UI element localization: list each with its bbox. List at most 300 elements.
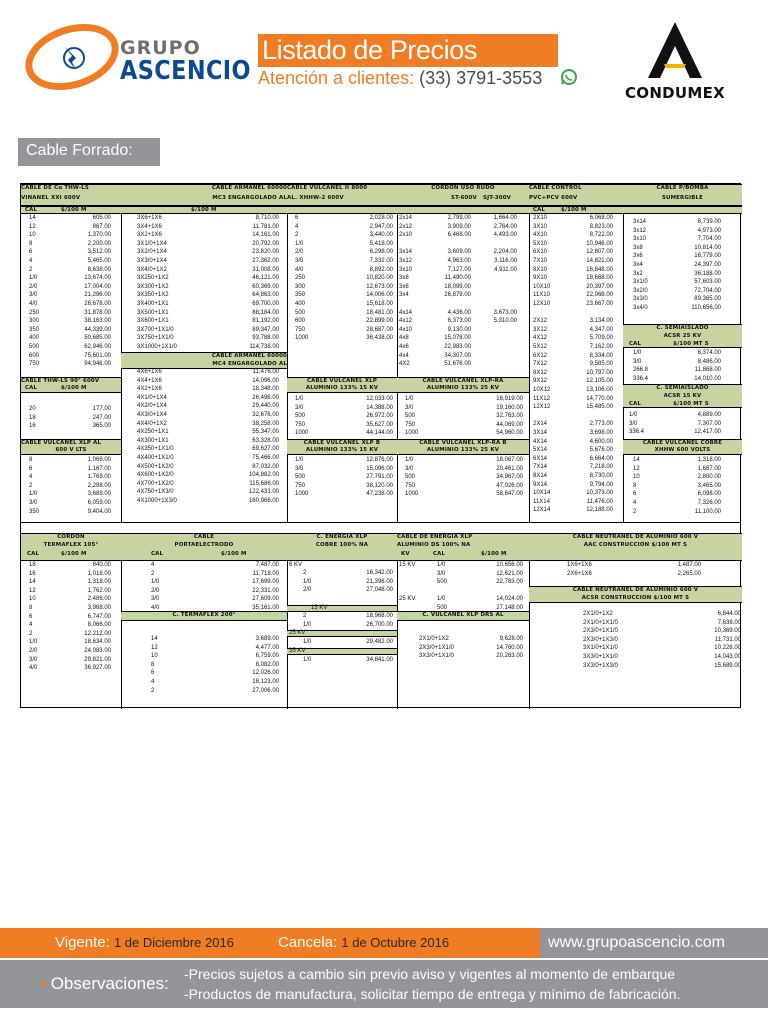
b5-row2-cal: 3X3/0+1X1/0: [583, 654, 618, 660]
col1-row-cal: 8: [29, 240, 33, 247]
b4-row3-price: 20,263.00: [496, 653, 523, 660]
col1-subtitle3: 600 V LTS: [55, 447, 87, 453]
col2-row-cal: 3X3/0+1X4: [137, 258, 167, 264]
b1-row-price: 1,762.00: [87, 587, 111, 594]
col2-row2-price: 14,096.00: [252, 377, 279, 384]
b1-row-cal: 4: [29, 622, 33, 629]
col2-row-price: 69,700.00: [252, 301, 279, 307]
b1-row-price: 18,634.00: [84, 639, 111, 646]
col6-row4-cal: 8: [633, 482, 637, 489]
col5-row-cal: 5X14: [533, 447, 548, 454]
col2-row2-price: 18,348.00: [252, 386, 279, 393]
col4-row-cal: 4x14: [399, 309, 413, 316]
col5-row-cal: 7X14: [533, 464, 548, 471]
b2-row2-price: 6,759.00: [255, 653, 279, 660]
col5-row-price: 8,823.00: [589, 223, 613, 230]
col1-row-cal: 600: [29, 352, 40, 359]
b5-row2-price: 11,731.00: [714, 636, 741, 643]
col1-row-cal: 12: [29, 223, 36, 230]
website-link[interactable]: www.grupoascencio.com: [548, 934, 725, 951]
col6-row-cal: 3x6: [633, 253, 643, 260]
col3-row2-price: 14,388.00: [366, 404, 393, 411]
col4-row-cal: 3x12: [399, 258, 413, 264]
col4-row2-price: 16,919.00: [496, 396, 523, 402]
col4-row-price: 11,490.00: [444, 275, 471, 282]
col5-row-price: 22,068.00: [586, 292, 613, 299]
col2-row-price: 31,008.00: [252, 266, 279, 273]
col6-subtitle3: ACSR 15 KV: [663, 393, 702, 399]
b3-row-cal: 2: [303, 570, 307, 576]
b2-subtitle: PORTAELECTRODO: [174, 542, 234, 548]
col6-row-cal: 3x14: [633, 219, 647, 225]
cancela-label-text: Cancela:: [278, 934, 338, 951]
b4-cal: CAL: [433, 551, 446, 557]
col6-row3-price: 4,889.00: [697, 412, 721, 418]
b5-row2-price: 6,844.00: [717, 611, 741, 617]
col2-row-cal: 3X750+1X1/0: [137, 335, 174, 342]
col3-row2-cal: 3/0: [295, 404, 304, 411]
col6-row-price: 7,704.00: [697, 236, 721, 243]
col4-row2-price: 19,160.00: [496, 404, 523, 411]
b2-row-cal: 2: [151, 570, 155, 577]
col5-row-cal: 10X14: [533, 490, 551, 497]
brand-line1: GRUPO: [120, 37, 201, 59]
col6-row3-cal: 336.4: [629, 429, 645, 436]
col3-row-cal: 250: [295, 275, 306, 282]
b2-row2-cal: 6: [151, 670, 155, 677]
col1-row-price: 867.00: [92, 223, 111, 230]
b3-row-price: 21,396.00: [366, 578, 393, 585]
col3-row3-price: 15,096.00: [366, 465, 393, 472]
col5-row-cal: 8X14: [533, 473, 548, 479]
col4-row-price: 34,307.00: [444, 352, 471, 359]
col5-row-price: 5,676.00: [589, 447, 613, 454]
col1-subtitle: VINANEL XXI 600V: [21, 195, 81, 201]
col5-row-cal: 7X12: [533, 361, 548, 368]
col3-row3-cal: 750: [295, 482, 306, 489]
b3-row-cal: 2/0: [303, 587, 312, 594]
col2-row2-price: 29,440.00: [252, 403, 279, 410]
b3-row3-price: 29,482.00: [366, 639, 393, 645]
b3-row-price: 16,342.00: [366, 570, 393, 576]
col3-row3-price: 27,791.00: [366, 474, 393, 481]
b1-row-cal: 4/0: [29, 665, 38, 672]
b5-row2-price: 10,228.00: [714, 645, 741, 652]
b1-row-cal: 2/0: [29, 648, 38, 654]
col6-title4: CABLE VULCANEL COBRE: [642, 440, 723, 446]
col3-row-price: 2,028.00: [369, 215, 393, 221]
col6-row-price: 10,814.00: [694, 244, 721, 251]
col1-row3-price: 9,404.00: [87, 508, 111, 515]
b5-row2-cal: 3X1/0+1X1/0: [583, 645, 618, 652]
vigente-label: [55, 934, 234, 951]
col3-row-price: 3,440.00: [369, 232, 393, 239]
b2-row2-price: 27,006.00: [252, 687, 279, 694]
b2-title2: C. TERMAFLEX 200°: [172, 612, 236, 618]
col1-row3-price: 1,066.00: [87, 457, 111, 463]
col1-row-price: 44,339.00: [84, 326, 111, 333]
col3-row3-cal: 1000: [295, 491, 309, 498]
col6-row2-price: 8,486.00: [697, 358, 721, 365]
col3-row-price: 5,418.00: [369, 240, 393, 247]
col5-row-cal: 7X10: [533, 258, 548, 264]
subtitle: [258, 68, 542, 89]
b2-cal: CAL: [151, 551, 164, 557]
b2-row-cal: 1/0: [151, 579, 160, 586]
b5-title: CABLE NEUTRANEL DE ALUMINIO 600 V: [572, 534, 699, 540]
col3-calband: [287, 206, 397, 214]
b5-row2-price: 10,369.00: [714, 628, 741, 635]
col2-row-price: 20,792.00: [252, 240, 279, 247]
col3-row-cal: 4: [295, 223, 299, 230]
col5-row-cal: 11X12: [533, 395, 550, 402]
b4-row3-price: 14,760.00: [496, 644, 523, 651]
col2-row2-cal: 4X250+1X1: [137, 429, 169, 436]
col2-row2-price: 104,882.00: [248, 472, 279, 479]
col1-row3-cal: 8: [29, 457, 33, 463]
col3-row-price: 36,438.00: [366, 335, 393, 342]
col5-price-header: $/100 M: [561, 207, 587, 213]
vigente-date: 1 de Diciembre 2016: [113, 935, 234, 950]
col4-row3-price: 20,461.00: [496, 465, 523, 472]
b4-row-price: 12,621.00: [496, 570, 523, 577]
col6-row2-cal: 3/0: [633, 358, 642, 365]
col4-subtitle2: ALUMINIO 133% 25 KV: [426, 385, 500, 391]
col2-row2-cal: 4X700+1X2/0: [137, 480, 174, 487]
col5-row-cal: 12X10: [533, 301, 551, 307]
col1-row-cal: 400: [29, 335, 40, 342]
col1-row2-price: 365.00: [92, 423, 111, 430]
col4-calband: [397, 206, 529, 214]
b5-row2-price: 14,043.00: [714, 654, 741, 660]
b2-row-price: 22,331.00: [252, 587, 279, 594]
col4-row2-price: 54,960.00: [496, 430, 523, 437]
col3-row3-price: 12,876.00: [366, 457, 393, 463]
col6-row2-cal: 266.8: [633, 367, 649, 374]
col3-row-cal: 400: [295, 301, 306, 307]
col1-row-cal: 350: [29, 326, 40, 333]
b4-row-cal: 500: [437, 579, 448, 586]
section-label: [18, 138, 160, 166]
col6-row4-cal: 10: [633, 474, 640, 481]
b1-row-price: 1,318.00: [87, 579, 111, 586]
b4-row-price: 22,783.00: [496, 579, 523, 586]
observaciones-text: Observaciones:: [50, 974, 169, 993]
col1-row-cal: 300: [29, 318, 40, 325]
col2-row2-cal: 4X3/0+1X4: [137, 412, 167, 418]
b2-row2-price: 4,477.00: [255, 644, 279, 651]
col3-title2: CABLE VULCANEL XLP: [307, 378, 377, 384]
col1-row-price: 62,946.00: [84, 344, 111, 350]
b1-row-cal: 3/0: [29, 656, 38, 663]
col4-row-price: 3,909.00: [447, 223, 471, 230]
col2-row2-cal: 4X4/0+1X2: [137, 420, 167, 427]
col4-row-price2: 4,911.00: [494, 266, 517, 273]
col4-row-price: 2,799.00: [447, 215, 471, 221]
col4-row-price2: 2,764.00: [493, 223, 517, 230]
col2-row-cal: 3X700+1X1/0: [137, 326, 174, 333]
b3-row3-cal: 1/0: [303, 639, 312, 645]
col4-row-price: 15,078.00: [444, 335, 471, 342]
b5-row-price: 2,265.00: [677, 570, 701, 577]
col2-row-cal: 3X600+1X1: [137, 318, 169, 325]
section-title: Cable Forrado:: [26, 142, 133, 159]
cancela-label: [278, 934, 449, 951]
col5-row-cal: 6X12: [533, 352, 548, 359]
column-divider: [287, 184, 288, 522]
col5-row-cal: 2X12: [533, 318, 548, 325]
col3-row-price: 28,687.00: [366, 326, 393, 333]
b5-row-price: 1,487.00: [677, 562, 701, 568]
b3-title: C. ENERGIA XLP: [316, 534, 368, 540]
col4-title: CORDON USO RUDO: [431, 185, 495, 191]
col3-row-cal: 3/0: [295, 258, 304, 264]
b2-row-price: 27,609.00: [252, 596, 279, 603]
col6-row-cal: 3x10: [633, 236, 647, 243]
col3-row2-cal: 750: [295, 421, 306, 428]
col6-row-cal: 3x12: [633, 227, 647, 234]
col6-row4-price: 11,100.00: [694, 508, 721, 515]
col5-row-cal: 4X14: [533, 438, 548, 445]
b4-price: $/100 M: [481, 551, 507, 557]
col4-row2-cal: 750: [405, 421, 416, 428]
col1-row-cal: 2/0: [29, 283, 38, 290]
condumex-triangle-icon: [610, 18, 740, 82]
b1-row-price: 24,083.00: [84, 648, 111, 654]
b2-row-price: 35,161.00: [252, 605, 279, 611]
col6-row4-cal: 4: [633, 500, 637, 506]
col4-row2-cal: 500: [405, 413, 416, 420]
col5-row-cal: 9X14: [533, 481, 548, 488]
col2-row-price: 64,863.00: [252, 292, 279, 299]
col5-row-cal: 6X10: [533, 249, 548, 256]
col1-row-cal: 4: [29, 258, 33, 264]
col3-row-price: 18,481.00: [366, 309, 393, 316]
col6-calband: [623, 206, 742, 214]
col6-title3: C. SEMIAISLADO: [656, 385, 709, 391]
col5-row-price: 12,188.00: [586, 507, 613, 514]
col5-row-price: 6,068.00: [589, 215, 613, 221]
b5-row2-price: 15,689.00: [714, 662, 741, 669]
col6-row-cal: 3x8: [633, 244, 643, 251]
b4-row2-cal: 1/0: [437, 596, 446, 602]
col4-row-cal: 4x12: [399, 318, 413, 325]
b5-subtitle: AAC CONSTRUCCION $/100 MT S: [583, 542, 688, 548]
plug-icon: [58, 40, 88, 76]
col3-subtitle2: ALUMINIO 133% 15 KV: [305, 385, 379, 391]
b4-row3-cal: 3X3/0+1X1/0: [419, 653, 454, 660]
b2-row2-price: 18,123.00: [252, 679, 279, 685]
col3-row-cal: 350: [295, 292, 306, 299]
col6-row4-cal: 6: [633, 491, 637, 498]
col2-row2-price: 11,476.00: [252, 369, 279, 375]
header: [0, 0, 768, 115]
col1-title: CABLE DE Cu THW-LS: [21, 185, 89, 191]
col4-row-price2: 2,204.00: [493, 249, 517, 256]
col3-row-price: 6,298.00: [369, 249, 393, 256]
col2-row-price: 27,362.00: [252, 258, 279, 264]
col4-row-price2: 3,116.00: [494, 258, 517, 264]
col5-row-price: 16,848.00: [586, 266, 613, 273]
b4-title: CABLE DE ENERGIA XLP: [397, 534, 473, 540]
col2-row2-price: 87,032.00: [252, 463, 279, 470]
price-table: [20, 183, 741, 708]
col6-row-price: 16,779.00: [694, 253, 721, 260]
col6-row3-cal: 3/0: [629, 420, 638, 427]
col3-row2-price: 12,033.00: [366, 396, 393, 402]
col4-row-price: 26,879.00: [444, 292, 471, 299]
b5-row2-cal: 2X3/0+1X1/0: [583, 628, 618, 635]
col6-row4-price: 3,465.00: [697, 482, 721, 489]
col5-row-cal: 11X10: [533, 292, 550, 299]
footer-notes: [0, 960, 768, 1008]
col2-title2: CABLE ARMANEL 60000: [211, 353, 287, 359]
b5-row2-cal: 2X1/0+1X2: [583, 611, 613, 617]
col6-price: $/100 MT S: [673, 341, 709, 347]
col6-row-price: 72,704.00: [694, 287, 721, 294]
col5-row-price: 11,476.00: [586, 498, 613, 505]
col5-row-cal: 12X14: [533, 507, 551, 514]
col4-row-price: 18,099.00: [444, 283, 471, 290]
col5-row-price: 14,821.00: [586, 258, 613, 264]
col1-price-header: $/100 M: [61, 207, 87, 213]
col5-row-price: 4,347.00: [589, 326, 613, 333]
b1-title: CORDON: [57, 534, 85, 540]
col5-row-cal: 5X10: [533, 240, 548, 247]
col6-row-price: 57,603.00: [694, 279, 721, 286]
col1-row3-price: 1,769.00: [87, 474, 111, 481]
col5-row-cal: 3X12: [533, 326, 548, 333]
col2-row2-price: 32,676.00: [252, 412, 279, 418]
col5-row-price: 10,946.00: [586, 240, 613, 247]
col1-row3-cal: 6: [29, 465, 33, 472]
col1-row2-cal: 16: [29, 423, 36, 430]
b1-row-cal: 2: [29, 630, 33, 637]
col2-row-cal: 3X250+1X2: [137, 275, 169, 282]
col1-row2-price: 177.00: [92, 406, 111, 412]
condumex-wordmark: CONDUMEX: [624, 84, 726, 102]
col5-row-price: 6,664.00: [589, 455, 613, 462]
col3-subtitle: AL. XHHW-2 600V: [287, 195, 344, 201]
col1-cal2: CAL: [25, 385, 38, 391]
col6-row-cal: 3x4/0: [633, 305, 648, 311]
col4-row-price2: 5,310.00: [493, 318, 517, 325]
col6-row-price: 24,397.00: [694, 262, 721, 268]
col2-row2-cal: 4X300+1X1: [137, 437, 169, 444]
b2-row-cal: 4: [151, 562, 155, 568]
note-1: -Precios sujetos a cambio sin previo aviso y vigentes al momento de embarque: [184, 966, 676, 982]
col4-row3-price: 58,647.00: [496, 491, 523, 498]
col2-subtitle2: MC4 ENGARGOLADO AL: [212, 361, 287, 367]
vigente-label-text: Vigente:: [55, 934, 110, 951]
col6-row3-cal: 1/0: [629, 412, 638, 418]
col5-row-price: 23,667.00: [586, 301, 613, 307]
col5-row-price: 2,773.00: [589, 421, 613, 428]
col3-row-cal: 600: [295, 318, 306, 325]
col3-title3: CABLE VULCANEL XLP B: [303, 440, 381, 446]
col1-row-price: 13,674.00: [84, 275, 111, 282]
col4-subtitle3: ALUMINIO 133% 25 KV: [426, 447, 500, 453]
b5-row-cal: 1X6+1X6: [567, 562, 592, 568]
col3-row2-price: 35,627.00: [366, 421, 393, 428]
col4-row-cal: 4x10: [399, 326, 413, 333]
col4-row3-cal: 1/0: [405, 457, 414, 463]
col3-row-price: 7,332.00: [369, 258, 393, 264]
b1-row-cal: 14: [29, 579, 36, 586]
col1-row3-price: 3,689.00: [87, 491, 111, 498]
col5-row-price: 15,485.00: [586, 404, 613, 411]
col4-row-price: 4,436.00: [447, 309, 471, 316]
col6-row3-price: 7,307.00: [697, 420, 721, 427]
col4-row-price2: 4,493.00: [493, 232, 517, 239]
col3-row3-cal: 500: [295, 474, 306, 481]
col3-row-cal: 750: [295, 326, 306, 333]
col4-row-cal: 4x8: [399, 335, 409, 342]
page-title: Listado de Precios: [262, 35, 477, 65]
col1-row3-price: 2,298.00: [87, 482, 111, 489]
col5-row-cal: 2X10: [533, 215, 548, 221]
col3-row2-cal: 1000: [295, 430, 309, 437]
col5-row-price: 12,807.00: [586, 249, 613, 256]
col6-row-price: 36,188.00: [694, 270, 721, 277]
col3-row-cal: 2/0: [295, 249, 304, 256]
b1-price: $/100 M: [61, 551, 87, 557]
col5-title: CABLE CONTROL: [529, 185, 582, 191]
col1-row-price: 1,370.00: [87, 232, 111, 239]
col6-subtitle: SUMERGIBLE: [661, 195, 704, 201]
col2-row2-cal: 4X600+1X2/0: [137, 472, 174, 479]
col3-row-cal: 300: [295, 283, 306, 290]
col1-row-cal: 4/0: [29, 301, 38, 307]
col2-row-cal: 3X2+1X6: [137, 232, 162, 239]
col5-row-cal: 4X10: [533, 232, 548, 239]
brand-line2: ASCENCIO: [120, 56, 251, 86]
col6-row4-price: 1,318.00: [697, 457, 721, 463]
col4-row3-cal: 750: [405, 482, 416, 489]
col6-row2-cal: 336.4: [633, 375, 649, 382]
b1-row-cal: 8: [29, 605, 33, 611]
col5-row-cal: 6X14: [533, 455, 548, 462]
col6-row4-cal: 12: [633, 465, 640, 472]
col4-row-cal: 3x6: [399, 283, 409, 290]
phone-number: (33) 3791-3553: [419, 68, 543, 88]
b2-price: $/100 M: [221, 551, 247, 557]
b4-row-cal: 1/0: [437, 562, 446, 568]
col5-row-cal: 12X12: [533, 404, 551, 411]
b4-row3-cal: 2X1/0+1X2: [419, 636, 449, 642]
col4-row3-cal: 3/0: [405, 465, 414, 472]
col3-row2-price: 44,144.00: [366, 430, 393, 437]
condumex-logo: [610, 18, 740, 100]
b1-row-price: 840.00: [92, 562, 111, 568]
b2-row2-price: 12,026.00: [252, 670, 279, 677]
b1-row-price: 8,066.00: [87, 622, 111, 629]
col1-row3-cal: 350: [29, 508, 40, 515]
b2-title: CABLE: [193, 534, 215, 540]
col4-row-price: 6,373.00: [447, 318, 471, 325]
col5-row-price: 9,585.00: [589, 361, 613, 368]
col3-row-price: 22,899.00: [366, 318, 393, 325]
b3-row2-cal: 2: [303, 613, 307, 619]
col5-row-cal: 3X10: [533, 223, 548, 230]
col2-row-price: 114,738.00: [249, 344, 279, 350]
col6-row2-price: 6,374.00: [697, 350, 721, 356]
col4-row-price: 9,130.00: [447, 326, 471, 333]
col1-row-price: 17,004.00: [84, 283, 111, 290]
col4-row-cal: 4x6: [399, 344, 409, 350]
col5-row-cal: 3X14: [533, 430, 548, 436]
col4-row-price: 51,676.00: [444, 361, 471, 368]
